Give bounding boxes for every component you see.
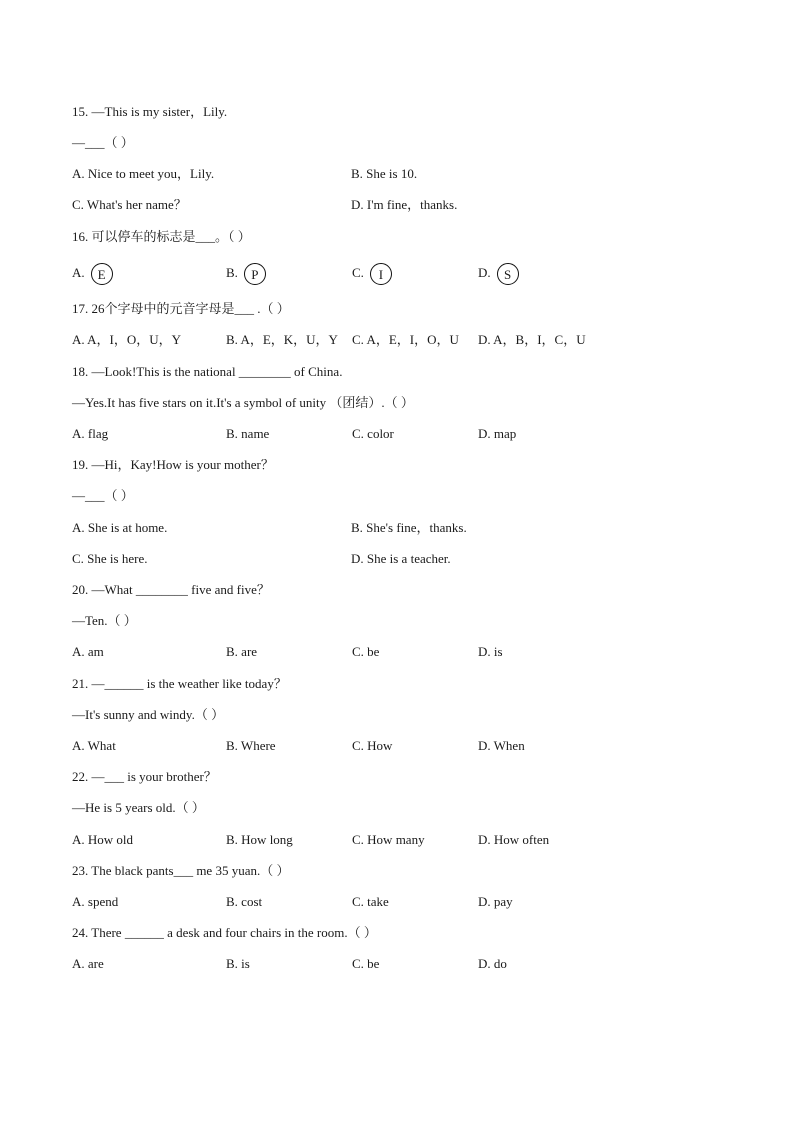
- q23-option-d[interactable]: D. pay: [478, 894, 513, 909]
- q17-option-b[interactable]: B. A，E，K，U，Y: [226, 332, 338, 347]
- q15-option-b[interactable]: B. She is 10.: [351, 166, 418, 181]
- sign-s-icon: S: [497, 263, 519, 285]
- q16-option-a-label: A.: [72, 265, 85, 280]
- q24-option-d[interactable]: D. do: [478, 956, 507, 971]
- question-20-answer-line: —Ten.（ ）: [72, 613, 137, 628]
- question-21-answer-line: —It's sunny and windy.（ ）: [72, 707, 225, 722]
- q16-option-d-label: D.: [478, 265, 491, 280]
- q16-option-b-label: B.: [226, 265, 238, 280]
- q17-option-a[interactable]: A. A，I，O，U，Y: [72, 332, 182, 347]
- q19-option-b[interactable]: B. She's fine，thanks.: [351, 520, 467, 535]
- question-15-answer-line: —___（ ）: [72, 135, 134, 150]
- q19-option-d[interactable]: D. She is a teacher.: [351, 551, 451, 566]
- q18-option-b[interactable]: B. name: [226, 426, 270, 441]
- sign-p-icon: P: [244, 263, 266, 285]
- q20-option-c[interactable]: C. be: [352, 644, 380, 659]
- question-18-answer-line: —Yes.It has five stars on it.It's a symbol of unity （团结）.（ ）: [72, 395, 414, 410]
- sign-i-icon: I: [370, 263, 392, 285]
- question-20: 20. —What ________ five and five？: [72, 582, 270, 597]
- q20-option-a[interactable]: A. am: [72, 644, 104, 659]
- q22-option-b[interactable]: B. How long: [226, 832, 293, 847]
- q15-option-d[interactable]: D. I'm fine，thanks.: [351, 197, 458, 212]
- q17-option-c[interactable]: C. A，E，I，O，U: [352, 332, 459, 347]
- question-18: 18. —Look!This is the national ________ of China.: [72, 364, 343, 379]
- q21-option-b[interactable]: B. Where: [226, 738, 276, 753]
- question-24: 24. There ______ a desk and four chairs in the room.（ ）: [72, 925, 377, 940]
- question-17: 17. 26个字母中的元音字母是___ .（ ）: [72, 301, 290, 316]
- q17-option-d[interactable]: D. A，B，I，C，U: [478, 332, 586, 347]
- q21-option-d[interactable]: D. When: [478, 738, 525, 753]
- q16-option-c[interactable]: [352, 262, 392, 284]
- q24-option-c[interactable]: C. be: [352, 956, 380, 971]
- q23-option-b[interactable]: B. cost: [226, 894, 263, 909]
- q21-option-c[interactable]: C. How: [352, 738, 393, 753]
- question-22-answer-line: —He is 5 years old.（ ）: [72, 800, 205, 815]
- q22-option-c[interactable]: C. How many: [352, 832, 425, 847]
- q22-option-d[interactable]: D. How often: [478, 832, 550, 847]
- q21-option-a[interactable]: A. What: [72, 738, 116, 753]
- sign-e-icon: E: [91, 263, 113, 285]
- q16-option-a[interactable]: [72, 262, 113, 284]
- q16-option-d[interactable]: [478, 262, 519, 284]
- q19-option-a[interactable]: A. She is at home.: [72, 520, 168, 535]
- q18-option-d[interactable]: D. map: [478, 426, 517, 441]
- q23-option-a[interactable]: A. spend: [72, 894, 119, 909]
- question-16: 16. 可以停车的标志是___。（ ）: [72, 229, 251, 244]
- question-23: 23. The black pants___ me 35 yuan.（ ）: [72, 863, 290, 878]
- q18-option-c[interactable]: C. color: [352, 426, 394, 441]
- q22-option-a[interactable]: A. How old: [72, 832, 134, 847]
- q20-option-d[interactable]: D. is: [478, 644, 503, 659]
- q15-option-c[interactable]: C. What's her name？: [72, 197, 187, 212]
- q18-option-a[interactable]: A. flag: [72, 426, 109, 441]
- question-22: 22. —___ is your brother？: [72, 769, 217, 784]
- q23-option-c[interactable]: C. take: [352, 894, 389, 909]
- q24-option-b[interactable]: B. is: [226, 956, 250, 971]
- q16-option-b[interactable]: [226, 262, 266, 284]
- question-15: 15. —This is my sister，Lily.: [72, 104, 228, 119]
- question-19-answer-line: —___（ ）: [72, 488, 134, 503]
- question-21: 21. —______ is the weather like today？: [72, 676, 287, 691]
- q24-option-a[interactable]: A. are: [72, 956, 104, 971]
- q20-option-b[interactable]: B. are: [226, 644, 258, 659]
- question-19: 19. —Hi，Kay!How is your mother？: [72, 457, 274, 472]
- q19-option-c[interactable]: C. She is here.: [72, 551, 148, 566]
- q16-option-c-label: C.: [352, 265, 364, 280]
- q15-option-a[interactable]: A. Nice to meet you，Lily.: [72, 166, 215, 181]
